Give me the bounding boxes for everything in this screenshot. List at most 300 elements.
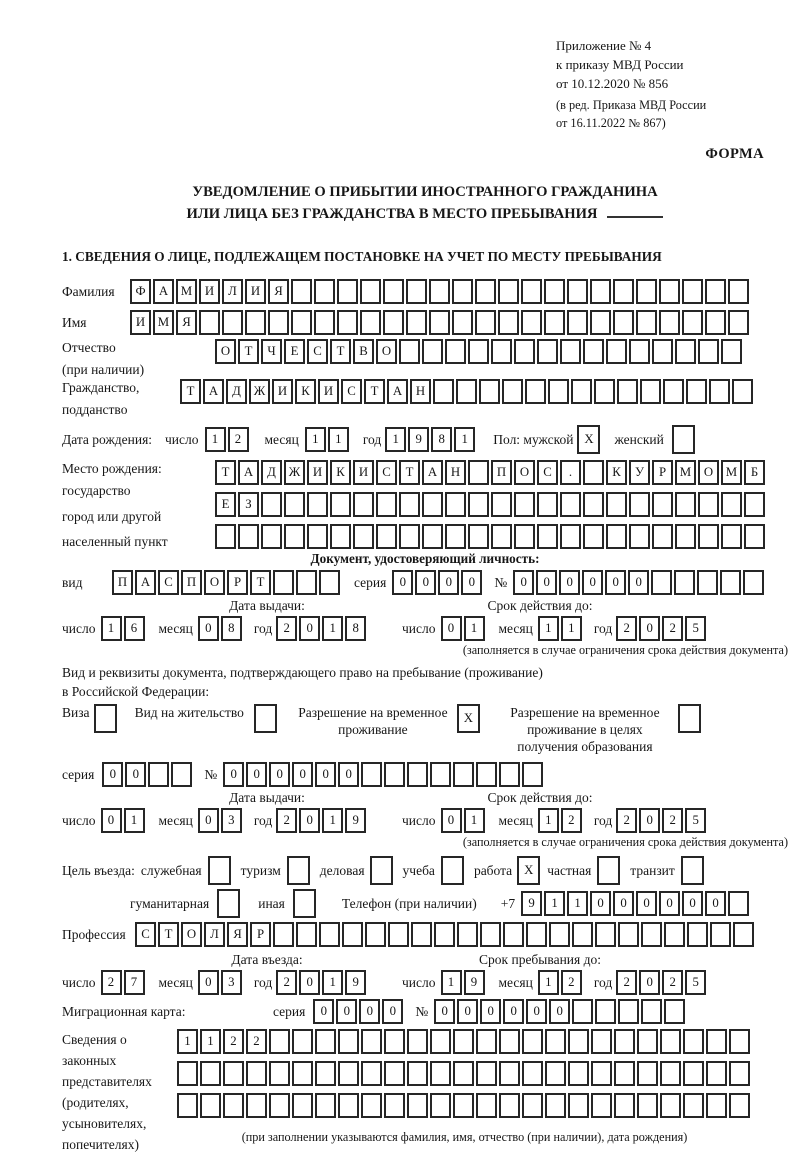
char-cell[interactable]: [338, 1093, 359, 1118]
char-cell[interactable]: [568, 1029, 589, 1054]
char-cell[interactable]: [342, 922, 363, 947]
char-cell[interactable]: 1: [561, 616, 582, 641]
char-cell[interactable]: И: [353, 460, 374, 485]
char-cell[interactable]: [384, 1029, 405, 1054]
char-cell[interactable]: [292, 1029, 313, 1054]
char-cell[interactable]: 9: [521, 891, 542, 916]
char-cell[interactable]: [709, 379, 730, 404]
char-cell[interactable]: [445, 524, 466, 549]
char-cell[interactable]: Ж: [284, 460, 305, 485]
char-cell[interactable]: [338, 1061, 359, 1086]
char-cell[interactable]: [376, 492, 397, 517]
char-cell[interactable]: Т: [399, 460, 420, 485]
char-cell[interactable]: С: [537, 460, 558, 485]
char-cell[interactable]: [503, 922, 524, 947]
char-cell[interactable]: [572, 922, 593, 947]
char-cell[interactable]: 1: [328, 427, 349, 452]
char-cell[interactable]: [728, 310, 749, 335]
char-cell[interactable]: 2: [616, 616, 637, 641]
char-cell[interactable]: [567, 310, 588, 335]
char-cell[interactable]: [360, 279, 381, 304]
char-cell[interactable]: [637, 1093, 658, 1118]
char-cell[interactable]: 1: [200, 1029, 221, 1054]
char-cell[interactable]: [683, 1029, 704, 1054]
char-cell[interactable]: [384, 762, 405, 787]
char-cell[interactable]: 3: [221, 970, 242, 995]
char-cell[interactable]: [422, 339, 443, 364]
char-cell[interactable]: 2: [616, 970, 637, 995]
char-cell[interactable]: [697, 570, 718, 595]
char-cell[interactable]: 0: [513, 570, 534, 595]
char-cell[interactable]: [674, 570, 695, 595]
char-cell[interactable]: [199, 310, 220, 335]
char-cell[interactable]: 0: [503, 999, 524, 1024]
char-cell[interactable]: Н: [410, 379, 431, 404]
char-cell[interactable]: [743, 570, 764, 595]
char-cell[interactable]: [361, 1061, 382, 1086]
char-cell[interactable]: [595, 999, 616, 1024]
char-cell[interactable]: [468, 524, 489, 549]
char-cell[interactable]: [522, 762, 543, 787]
char-cell[interactable]: Ж: [249, 379, 270, 404]
char-cell[interactable]: [629, 524, 650, 549]
char-cell[interactable]: [499, 762, 520, 787]
char-cell[interactable]: 1: [538, 970, 559, 995]
char-cell[interactable]: [399, 339, 420, 364]
char-cell[interactable]: 1: [538, 808, 559, 833]
char-cell[interactable]: 2: [561, 808, 582, 833]
char-cell[interactable]: [223, 1061, 244, 1086]
char-cell[interactable]: У: [629, 460, 650, 485]
char-cell[interactable]: [246, 1093, 267, 1118]
char-cell[interactable]: [475, 279, 496, 304]
char-cell[interactable]: [705, 279, 726, 304]
checkbox-cell[interactable]: X: [517, 856, 540, 885]
char-cell[interactable]: [629, 339, 650, 364]
char-cell[interactable]: [457, 922, 478, 947]
char-cell[interactable]: 0: [299, 970, 320, 995]
char-cell[interactable]: 8: [431, 427, 452, 452]
char-cell[interactable]: Н: [445, 460, 466, 485]
char-cell[interactable]: [664, 922, 685, 947]
char-cell[interactable]: [683, 1093, 704, 1118]
checkbox-cell[interactable]: [94, 704, 117, 733]
char-cell[interactable]: [365, 922, 386, 947]
char-cell[interactable]: [514, 492, 535, 517]
char-cell[interactable]: 0: [461, 570, 482, 595]
char-cell[interactable]: [388, 922, 409, 947]
char-cell[interactable]: 1: [454, 427, 475, 452]
char-cell[interactable]: [330, 524, 351, 549]
char-cell[interactable]: 1: [205, 427, 226, 452]
char-cell[interactable]: [383, 310, 404, 335]
char-cell[interactable]: [269, 1061, 290, 1086]
char-cell[interactable]: [652, 492, 673, 517]
char-cell[interactable]: [376, 524, 397, 549]
char-cell[interactable]: [411, 922, 432, 947]
char-cell[interactable]: 2: [246, 1029, 267, 1054]
char-cell[interactable]: 0: [359, 999, 380, 1024]
char-cell[interactable]: [640, 379, 661, 404]
char-cell[interactable]: 2: [101, 970, 122, 995]
char-cell[interactable]: [261, 524, 282, 549]
char-cell[interactable]: 0: [639, 616, 660, 641]
char-cell[interactable]: А: [135, 570, 156, 595]
char-cell[interactable]: О: [514, 460, 535, 485]
char-cell[interactable]: [537, 524, 558, 549]
char-cell[interactable]: [453, 762, 474, 787]
char-cell[interactable]: [652, 339, 673, 364]
char-cell[interactable]: 0: [198, 970, 219, 995]
char-cell[interactable]: 1: [322, 616, 343, 641]
char-cell[interactable]: [682, 279, 703, 304]
char-cell[interactable]: [422, 524, 443, 549]
char-cell[interactable]: [686, 379, 707, 404]
char-cell[interactable]: 0: [299, 616, 320, 641]
char-cell[interactable]: [223, 1093, 244, 1118]
char-cell[interactable]: А: [238, 460, 259, 485]
char-cell[interactable]: [430, 1093, 451, 1118]
char-cell[interactable]: П: [112, 570, 133, 595]
char-cell[interactable]: [659, 279, 680, 304]
char-cell[interactable]: [292, 1061, 313, 1086]
char-cell[interactable]: [568, 1061, 589, 1086]
char-cell[interactable]: [307, 492, 328, 517]
char-cell[interactable]: [399, 492, 420, 517]
char-cell[interactable]: 0: [628, 570, 649, 595]
char-cell[interactable]: [361, 1093, 382, 1118]
char-cell[interactable]: 1: [441, 970, 462, 995]
char-cell[interactable]: 0: [613, 891, 634, 916]
char-cell[interactable]: [729, 1061, 750, 1086]
char-cell[interactable]: 1: [322, 808, 343, 833]
char-cell[interactable]: [429, 279, 450, 304]
char-cell[interactable]: [660, 1061, 681, 1086]
char-cell[interactable]: [319, 922, 340, 947]
char-cell[interactable]: [468, 492, 489, 517]
char-cell[interactable]: [732, 379, 753, 404]
char-cell[interactable]: [744, 492, 765, 517]
char-cell[interactable]: И: [245, 279, 266, 304]
char-cell[interactable]: [430, 762, 451, 787]
char-cell[interactable]: 2: [228, 427, 249, 452]
char-cell[interactable]: [238, 524, 259, 549]
char-cell[interactable]: 8: [345, 616, 366, 641]
char-cell[interactable]: 0: [392, 570, 413, 595]
char-cell[interactable]: [567, 279, 588, 304]
char-cell[interactable]: [544, 310, 565, 335]
char-cell[interactable]: 0: [536, 570, 557, 595]
char-cell[interactable]: [433, 379, 454, 404]
char-cell[interactable]: [613, 310, 634, 335]
char-cell[interactable]: [476, 1061, 497, 1086]
char-cell[interactable]: 1: [177, 1029, 198, 1054]
char-cell[interactable]: [545, 1061, 566, 1086]
char-cell[interactable]: 0: [639, 970, 660, 995]
char-cell[interactable]: [660, 1029, 681, 1054]
char-cell[interactable]: [480, 922, 501, 947]
char-cell[interactable]: [545, 1093, 566, 1118]
checkbox-cell[interactable]: [370, 856, 393, 885]
char-cell[interactable]: М: [721, 460, 742, 485]
char-cell[interactable]: 9: [345, 970, 366, 995]
char-cell[interactable]: 0: [313, 999, 334, 1024]
char-cell[interactable]: Т: [180, 379, 201, 404]
char-cell[interactable]: [590, 279, 611, 304]
checkbox-cell[interactable]: [672, 425, 695, 454]
char-cell[interactable]: [675, 339, 696, 364]
char-cell[interactable]: И: [272, 379, 293, 404]
char-cell[interactable]: [525, 379, 546, 404]
checkbox-cell[interactable]: [681, 856, 704, 885]
char-cell[interactable]: К: [330, 460, 351, 485]
char-cell[interactable]: [618, 999, 639, 1024]
char-cell[interactable]: [698, 524, 719, 549]
char-cell[interactable]: [571, 379, 592, 404]
char-cell[interactable]: [698, 339, 719, 364]
char-cell[interactable]: 0: [125, 762, 146, 787]
char-cell[interactable]: 0: [438, 570, 459, 595]
checkbox-cell[interactable]: X: [457, 704, 480, 733]
char-cell[interactable]: С: [341, 379, 362, 404]
char-cell[interactable]: [476, 1093, 497, 1118]
char-cell[interactable]: [406, 279, 427, 304]
char-cell[interactable]: [606, 524, 627, 549]
char-cell[interactable]: [148, 762, 169, 787]
char-cell[interactable]: [682, 310, 703, 335]
char-cell[interactable]: И: [307, 460, 328, 485]
char-cell[interactable]: М: [675, 460, 696, 485]
char-cell[interactable]: С: [135, 922, 156, 947]
char-cell[interactable]: [337, 279, 358, 304]
char-cell[interactable]: [296, 922, 317, 947]
char-cell[interactable]: [338, 1029, 359, 1054]
char-cell[interactable]: [476, 1029, 497, 1054]
char-cell[interactable]: [675, 524, 696, 549]
char-cell[interactable]: [475, 310, 496, 335]
char-cell[interactable]: [384, 1093, 405, 1118]
char-cell[interactable]: [636, 279, 657, 304]
char-cell[interactable]: 0: [590, 891, 611, 916]
char-cell[interactable]: А: [387, 379, 408, 404]
char-cell[interactable]: 0: [382, 999, 403, 1024]
char-cell[interactable]: К: [606, 460, 627, 485]
char-cell[interactable]: [430, 1029, 451, 1054]
char-cell[interactable]: 1: [464, 616, 485, 641]
char-cell[interactable]: Т: [330, 339, 351, 364]
char-cell[interactable]: О: [376, 339, 397, 364]
checkbox-cell[interactable]: [293, 889, 316, 918]
char-cell[interactable]: Л: [204, 922, 225, 947]
char-cell[interactable]: [384, 1061, 405, 1086]
char-cell[interactable]: С: [376, 460, 397, 485]
char-cell[interactable]: [560, 339, 581, 364]
char-cell[interactable]: [560, 492, 581, 517]
char-cell[interactable]: [498, 310, 519, 335]
char-cell[interactable]: [200, 1093, 221, 1118]
char-cell[interactable]: 1: [544, 891, 565, 916]
char-cell[interactable]: 7: [124, 970, 145, 995]
char-cell[interactable]: [499, 1093, 520, 1118]
char-cell[interactable]: 0: [441, 616, 462, 641]
char-cell[interactable]: [514, 524, 535, 549]
char-cell[interactable]: [537, 339, 558, 364]
char-cell[interactable]: [453, 1029, 474, 1054]
checkbox-cell[interactable]: [208, 856, 231, 885]
char-cell[interactable]: [291, 279, 312, 304]
char-cell[interactable]: П: [491, 460, 512, 485]
char-cell[interactable]: 1: [124, 808, 145, 833]
char-cell[interactable]: [744, 524, 765, 549]
char-cell[interactable]: [491, 339, 512, 364]
char-cell[interactable]: 0: [549, 999, 570, 1024]
char-cell[interactable]: В: [353, 339, 374, 364]
char-cell[interactable]: Р: [652, 460, 673, 485]
char-cell[interactable]: [606, 492, 627, 517]
char-cell[interactable]: [521, 279, 542, 304]
char-cell[interactable]: 1: [322, 970, 343, 995]
char-cell[interactable]: [177, 1061, 198, 1086]
char-cell[interactable]: [422, 492, 443, 517]
char-cell[interactable]: Р: [250, 922, 271, 947]
char-cell[interactable]: [652, 524, 673, 549]
char-cell[interactable]: [549, 922, 570, 947]
char-cell[interactable]: 0: [415, 570, 436, 595]
char-cell[interactable]: [319, 570, 340, 595]
char-cell[interactable]: [284, 524, 305, 549]
char-cell[interactable]: [429, 310, 450, 335]
char-cell[interactable]: [521, 310, 542, 335]
char-cell[interactable]: А: [153, 279, 174, 304]
char-cell[interactable]: [499, 1061, 520, 1086]
char-cell[interactable]: 1: [567, 891, 588, 916]
char-cell[interactable]: Т: [364, 379, 385, 404]
char-cell[interactable]: [618, 922, 639, 947]
char-cell[interactable]: 3: [221, 808, 242, 833]
char-cell[interactable]: [698, 492, 719, 517]
char-cell[interactable]: [591, 1029, 612, 1054]
char-cell[interactable]: 0: [102, 762, 123, 787]
char-cell[interactable]: [361, 1029, 382, 1054]
char-cell[interactable]: [296, 570, 317, 595]
char-cell[interactable]: 5: [685, 970, 706, 995]
char-cell[interactable]: [261, 492, 282, 517]
char-cell[interactable]: [269, 1029, 290, 1054]
char-cell[interactable]: [537, 492, 558, 517]
char-cell[interactable]: [706, 1029, 727, 1054]
char-cell[interactable]: С: [158, 570, 179, 595]
char-cell[interactable]: [291, 310, 312, 335]
checkbox-cell[interactable]: [217, 889, 240, 918]
char-cell[interactable]: [337, 310, 358, 335]
char-cell[interactable]: [659, 310, 680, 335]
char-cell[interactable]: [728, 891, 749, 916]
char-cell[interactable]: К: [295, 379, 316, 404]
char-cell[interactable]: П: [181, 570, 202, 595]
char-cell[interactable]: 0: [659, 891, 680, 916]
char-cell[interactable]: 0: [682, 891, 703, 916]
checkbox-cell[interactable]: [678, 704, 701, 733]
char-cell[interactable]: Е: [284, 339, 305, 364]
char-cell[interactable]: [399, 524, 420, 549]
char-cell[interactable]: [545, 1029, 566, 1054]
char-cell[interactable]: И: [199, 279, 220, 304]
char-cell[interactable]: [526, 922, 547, 947]
char-cell[interactable]: С: [307, 339, 328, 364]
char-cell[interactable]: [453, 1061, 474, 1086]
char-cell[interactable]: Я: [176, 310, 197, 335]
char-cell[interactable]: 1: [538, 616, 559, 641]
char-cell[interactable]: [407, 762, 428, 787]
char-cell[interactable]: Т: [215, 460, 236, 485]
char-cell[interactable]: [314, 279, 335, 304]
char-cell[interactable]: 0: [292, 762, 313, 787]
char-cell[interactable]: 1: [305, 427, 326, 452]
char-cell[interactable]: О: [204, 570, 225, 595]
char-cell[interactable]: 1: [385, 427, 406, 452]
char-cell[interactable]: [728, 279, 749, 304]
char-cell[interactable]: [491, 492, 512, 517]
char-cell[interactable]: 0: [441, 808, 462, 833]
char-cell[interactable]: [307, 524, 328, 549]
char-cell[interactable]: 5: [685, 808, 706, 833]
char-cell[interactable]: 2: [276, 808, 297, 833]
char-cell[interactable]: [330, 492, 351, 517]
char-cell[interactable]: 2: [662, 616, 683, 641]
checkbox-cell[interactable]: [441, 856, 464, 885]
char-cell[interactable]: [491, 524, 512, 549]
char-cell[interactable]: [268, 310, 289, 335]
char-cell[interactable]: [687, 922, 708, 947]
char-cell[interactable]: Я: [227, 922, 248, 947]
char-cell[interactable]: [641, 999, 662, 1024]
char-cell[interactable]: З: [238, 492, 259, 517]
char-cell[interactable]: [606, 339, 627, 364]
char-cell[interactable]: [468, 460, 489, 485]
char-cell[interactable]: [269, 1093, 290, 1118]
char-cell[interactable]: 0: [223, 762, 244, 787]
char-cell[interactable]: А: [203, 379, 224, 404]
char-cell[interactable]: 0: [246, 762, 267, 787]
char-cell[interactable]: [453, 1093, 474, 1118]
char-cell[interactable]: [315, 1061, 336, 1086]
char-cell[interactable]: [729, 1029, 750, 1054]
char-cell[interactable]: [572, 999, 593, 1024]
char-cell[interactable]: 0: [636, 891, 657, 916]
char-cell[interactable]: [675, 492, 696, 517]
char-cell[interactable]: И: [130, 310, 151, 335]
char-cell[interactable]: [273, 922, 294, 947]
char-cell[interactable]: Я: [268, 279, 289, 304]
char-cell[interactable]: [407, 1061, 428, 1086]
char-cell[interactable]: [222, 310, 243, 335]
char-cell[interactable]: [729, 1093, 750, 1118]
char-cell[interactable]: 0: [582, 570, 603, 595]
char-cell[interactable]: [177, 1093, 198, 1118]
char-cell[interactable]: 0: [434, 999, 455, 1024]
char-cell[interactable]: [560, 524, 581, 549]
char-cell[interactable]: [522, 1093, 543, 1118]
char-cell[interactable]: [246, 1061, 267, 1086]
char-cell[interactable]: [583, 339, 604, 364]
char-cell[interactable]: Р: [227, 570, 248, 595]
char-cell[interactable]: [591, 1093, 612, 1118]
char-cell[interactable]: Ф: [130, 279, 151, 304]
char-cell[interactable]: [664, 999, 685, 1024]
char-cell[interactable]: [361, 762, 382, 787]
char-cell[interactable]: [614, 1061, 635, 1086]
char-cell[interactable]: 2: [662, 970, 683, 995]
